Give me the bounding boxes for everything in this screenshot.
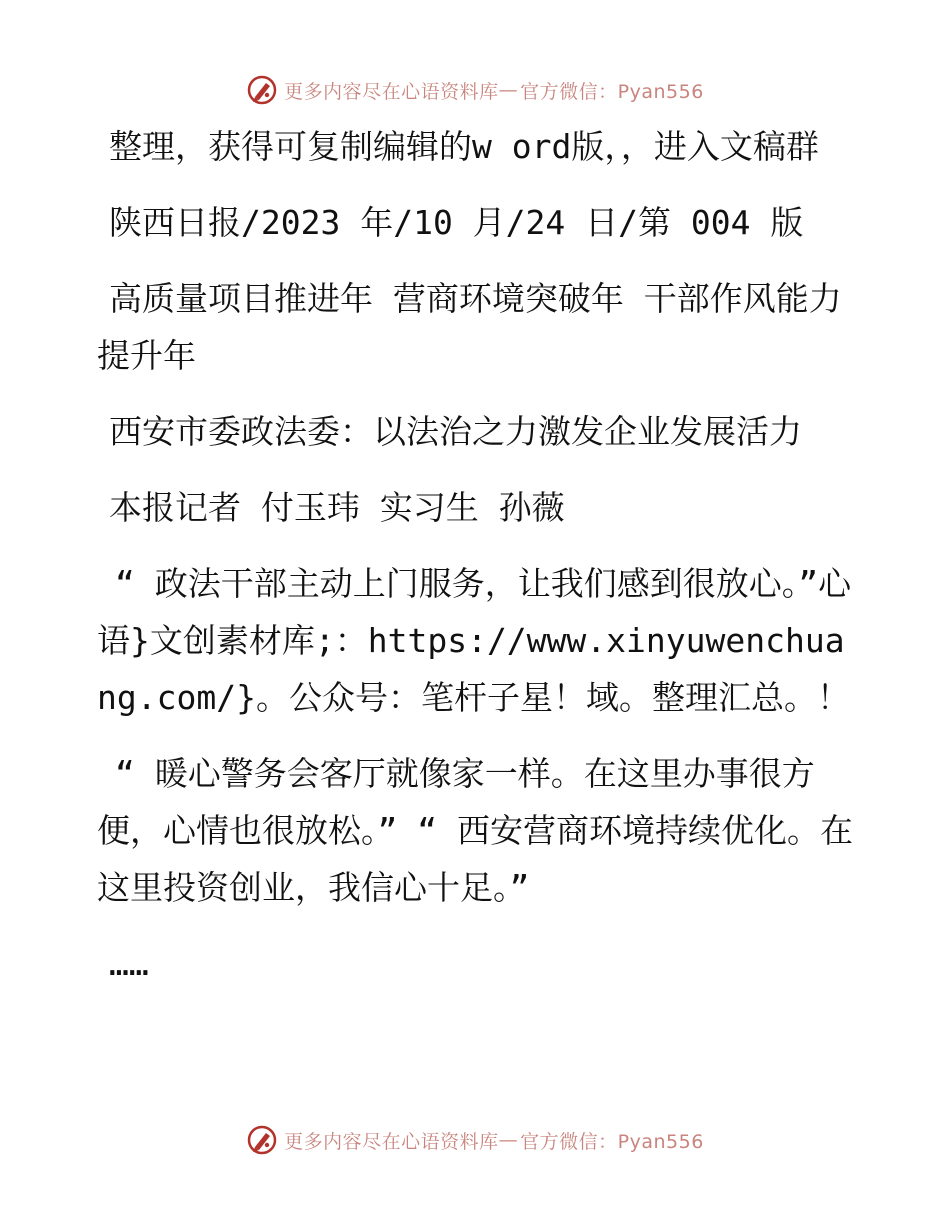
pen-logo-icon [246,1124,278,1156]
banner-wechat-text: 官方微信：Pyan556 [520,80,704,103]
article-body [97,118,857,1011]
quote-paragraph-1: “ 政法干部主动上门服务，让我们感到很放心。”心语}文创素材库;：https://www.xinyuwenchuang.com/}。公众号：笔杆子星！域。整理汇总。！ [97,564,852,717]
headline: 西安市委政法委：以法治之力激发企业发展活力 [109,412,802,451]
ellipsis-paragraph: …… [109,944,149,983]
banner-dash: — [498,79,519,101]
intro-paragraph: 整理，获得可复制编辑的w ord版，，进入文稿群 [109,127,819,166]
banner-dash: — [498,1129,519,1151]
banner-site-text: 更多内容尽在心语资料库 [284,80,499,103]
banner-wechat-text: 官方微信：Pyan556 [520,1130,704,1153]
footer-banner [0,1120,950,1160]
headline-kicker: 高质量项目推进年 营商环境突破年 干部作风能力提升年 [97,279,842,375]
pen-logo-icon [246,74,278,106]
banner-site-text: 更多内容尽在心语资料库 [284,1130,499,1153]
source-line: 陕西日报/2023 年/10 月/24 日/第 004 版 [109,203,804,242]
quote-paragraph-2: “ 暖心警务会客厅就像家一样。在这里办事很方便，心情也很放松。” “ 西安营商环境持续优化。在这里投资创业，我信心十足。” [97,754,853,907]
header-banner [0,70,950,110]
byline: 本报记者 付玉玮 实习生 孙薇 [109,488,565,527]
